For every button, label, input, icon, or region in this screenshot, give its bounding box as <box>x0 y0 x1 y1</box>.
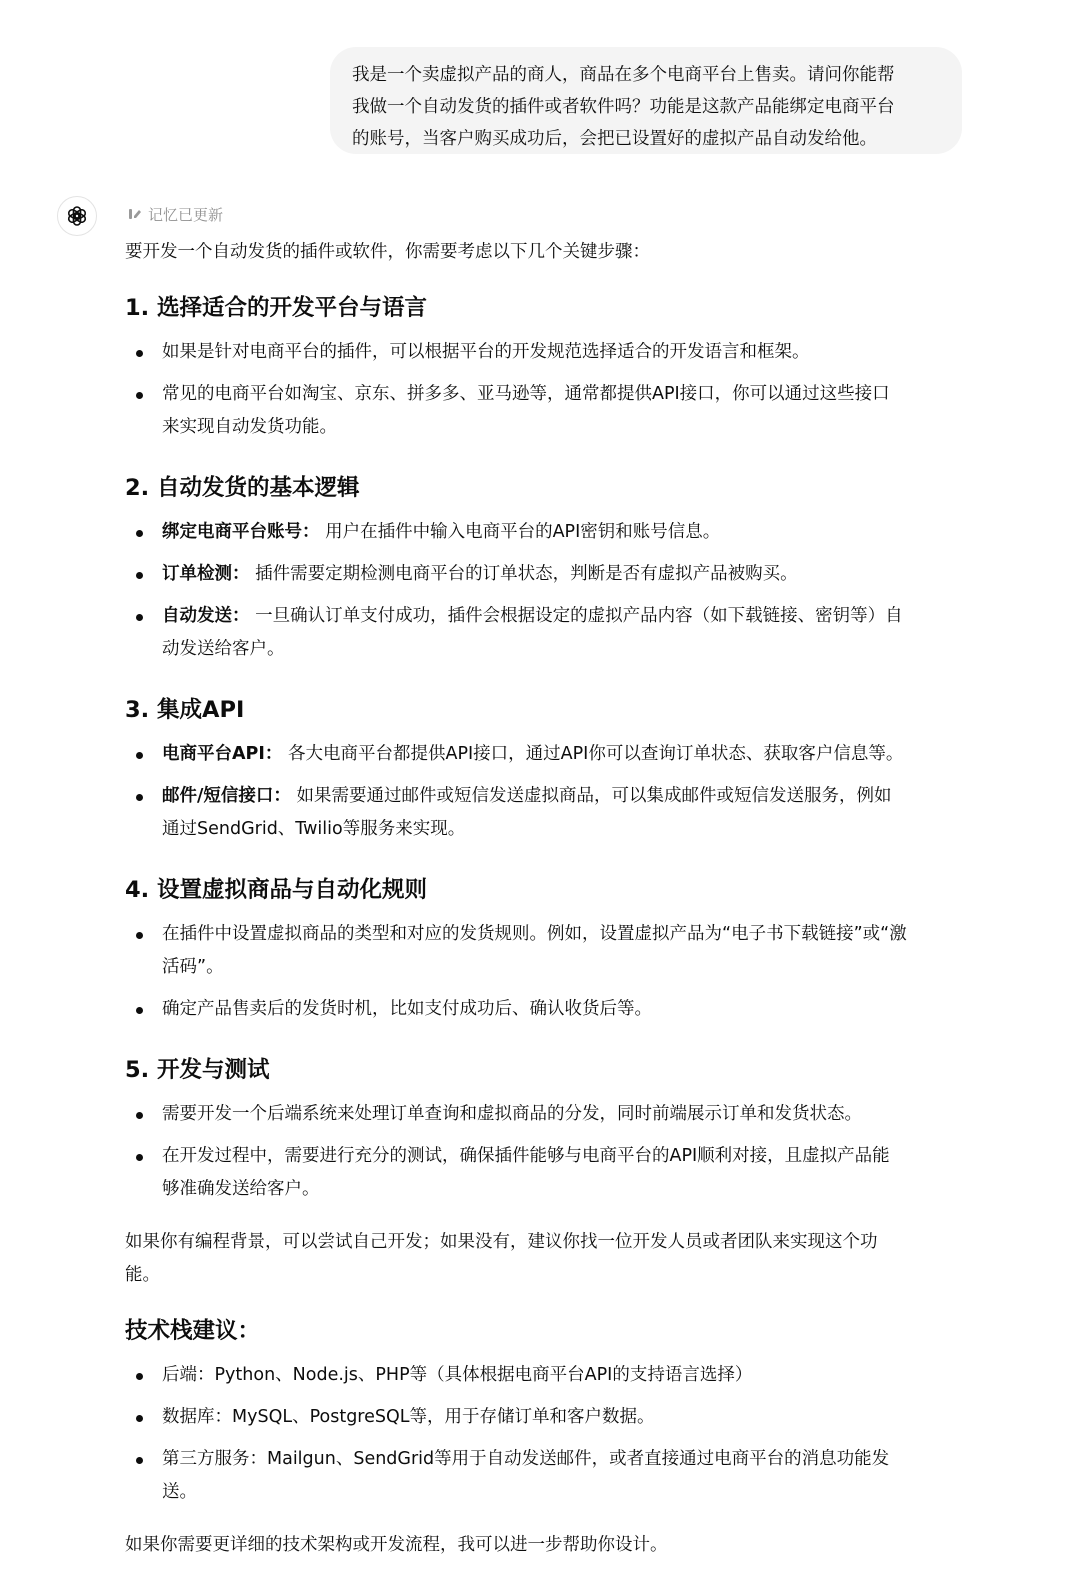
list-item-text: 够准确发送给客户。 <box>162 1179 320 1199</box>
bullet-list <box>125 918 970 1026</box>
section-heading: 3. 集成API <box>125 697 245 723</box>
list-item <box>125 780 970 846</box>
list-item <box>125 378 970 444</box>
list-item <box>125 993 970 1026</box>
memory-updated-note[interactable] <box>128 202 223 226</box>
tech-stack-heading: 技术栈建议： <box>125 1318 261 1344</box>
list-item-text: 确定产品售卖后的发货时机，比如支付成功后、确认收货后等。 <box>162 999 652 1019</box>
list-item-text: 通过SendGrid、Twilio等服务来实现。 <box>162 819 466 839</box>
list-item-label: 自动发送： <box>162 606 250 626</box>
list-item-text: 在插件中设置虚拟商品的类型和对应的发货规则。例如，设置虚拟产品为“电子书下载链接”或“激 <box>162 924 907 944</box>
list-item <box>125 516 970 549</box>
list-item-label: 邮件/短信接口： <box>162 786 291 806</box>
list-item-text: 用户在插件中输入电商平台的API密钥和账号信息。 <box>325 522 721 542</box>
memory-note-text: 记忆已更新 <box>148 205 224 224</box>
summary-paragraph <box>125 1226 970 1292</box>
bullet-list <box>125 516 970 666</box>
list-item <box>125 1098 970 1131</box>
list-item <box>125 738 970 771</box>
answer-intro: 要开发一个自动发货的插件或软件，你需要考虑以下几个关键步骤： <box>125 242 650 262</box>
list-item-text: 各大电商平台都提供API接口，通过API你可以查询订单状态、获取客户信息等。 <box>287 744 904 764</box>
list-item-text: 如果是针对电商平台的插件，可以根据平台的开发规范选择适合的开发语言和框架。 <box>162 342 810 362</box>
list-item-text: 数据库：MySQL、PostgreSQL等，用于存储订单和客户数据。 <box>162 1407 655 1427</box>
list-item <box>125 1359 970 1392</box>
list-item-text: 如果需要通过邮件或短信发送虚拟商品，可以集成邮件或短信发送服务，例如 <box>296 786 892 806</box>
list-item-label: 电商平台API： <box>162 744 283 764</box>
list-item-label: 绑定电商平台账号： <box>162 522 320 542</box>
user-message-bubble <box>330 47 962 154</box>
section-heading: 2. 自动发货的基本逻辑 <box>125 475 360 501</box>
bullet-list <box>125 738 970 846</box>
section-heading: 4. 设置虚拟商品与自动化规则 <box>125 877 428 903</box>
list-item-text: 在开发过程中，需要进行充分的测试，确保插件能够与电商平台的API顺利对接，且虚拟产品能 <box>162 1146 890 1166</box>
user-message-line: 我是一个卖虚拟产品的商人，商品在多个电商平台上售卖。请问你能帮 <box>352 65 895 85</box>
memory-pencil-icon <box>128 207 142 221</box>
summary-line: 能。 <box>125 1265 160 1285</box>
assistant-avatar <box>57 196 97 236</box>
section-heading: 1. 选择适合的开发平台与语言 <box>125 295 428 321</box>
bullet-list <box>125 336 970 444</box>
list-item-text: 需要开发一个后端系统来处理订单查询和虚拟商品的分发，同时前端展示订单和发货状态。 <box>162 1104 862 1124</box>
list-item-text: 后端：Python、Node.js、PHP等（具体根据电商平台API的支持语言选择） <box>162 1365 753 1385</box>
list-item-label: 订单检测： <box>162 564 250 584</box>
list-item <box>125 600 970 666</box>
assistant-message <box>125 236 970 1562</box>
list-item-text: 活码”。 <box>162 957 224 977</box>
list-item-text: 动发送给客户。 <box>162 639 285 659</box>
section-heading: 5. 开发与测试 <box>125 1057 270 1083</box>
summary-line: 如果你有编程背景，可以尝试自己开发；如果没有，建议你找一位开发人员或者团队来实现这个功 <box>125 1232 878 1252</box>
bullet-list <box>125 1359 970 1509</box>
list-item <box>125 336 970 369</box>
bullet-list <box>125 1098 970 1206</box>
user-message-line: 我做一个自动发货的插件或者软件吗？功能是这款产品能绑定电商平台 <box>352 97 895 117</box>
list-item-text: 送。 <box>162 1482 197 1502</box>
list-item-text: 一旦确认订单支付成功，插件会根据设定的虚拟产品内容（如下载链接、密钥等）自 <box>255 606 903 626</box>
closing-paragraph: 如果你需要更详细的技术架构或开发流程，我可以进一步帮助你设计。 <box>125 1535 668 1555</box>
list-item <box>125 558 970 591</box>
list-item <box>125 1140 970 1206</box>
list-item <box>125 1401 970 1434</box>
list-item <box>125 918 970 984</box>
list-item-text: 第三方服务：Mailgun、SendGrid等用于自动发送邮件，或者直接通过电商平台的消息功能发 <box>162 1449 890 1469</box>
user-message-line: 的账号，当客户购买成功后，会把已设置好的虚拟产品自动发给他。 <box>352 129 877 149</box>
list-item-text: 来实现自动发货功能。 <box>162 417 337 437</box>
openai-logo-icon <box>65 204 89 228</box>
list-item-text: 插件需要定期检测电商平台的订单状态，判断是否有虚拟产品被购买。 <box>255 564 798 584</box>
list-item <box>125 1443 970 1509</box>
list-item-text: 常见的电商平台如淘宝、京东、拼多多、亚马逊等，通常都提供API接口，你可以通过这些接口 <box>162 384 890 404</box>
